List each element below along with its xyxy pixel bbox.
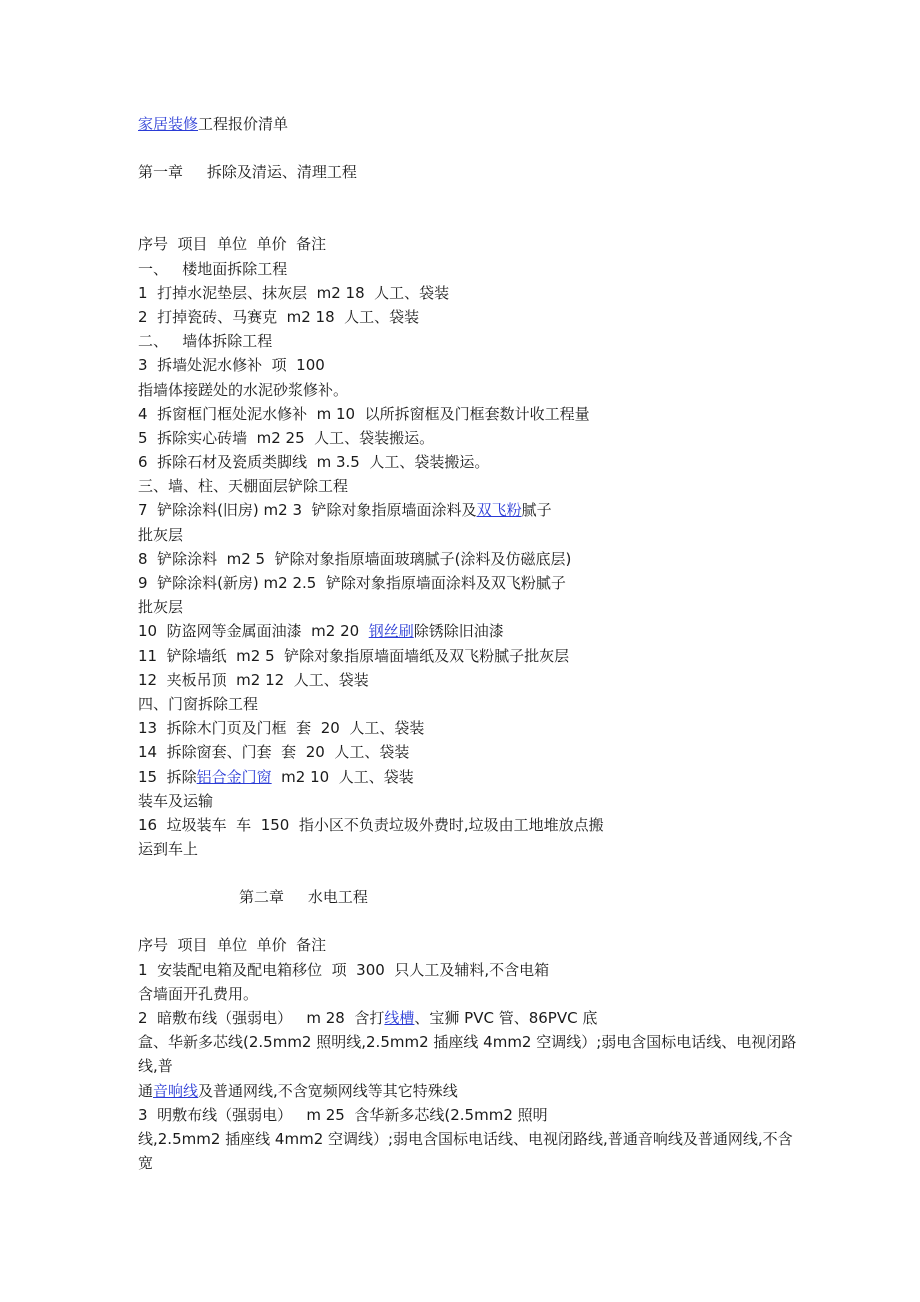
list-item: 9 铲除涂料(新房) m2 2.5 铲除对象指原墙面涂料及双飞粉腻子	[138, 574, 566, 592]
text: m2 10 人工、袋装	[271, 767, 414, 786]
list-item: 12 夹板吊顶 m2 12 人工、袋装	[138, 670, 369, 689]
list-item: 2 打掉瓷砖、马赛克 m2 18 人工、袋装	[138, 307, 420, 326]
audio-cable-link[interactable]: 音响线	[153, 1081, 199, 1100]
list-item: 三、墙、柱、天棚面层铲除工程	[138, 477, 349, 496]
chapter-2-heading: 第二章 水电工程	[239, 888, 368, 907]
text: 10 防盗网等金属面油漆 m2 20	[138, 622, 369, 641]
list-item: 运到车上	[138, 840, 199, 859]
list-item: 1 打掉水泥垫层、抹灰层 m2 18 人工、袋装	[138, 283, 450, 302]
list-item	[138, 619, 798, 643]
list-item: 批灰层	[138, 525, 184, 544]
text: 、宝狮 PVC 管、86PVC 底	[414, 1009, 598, 1027]
list-item: 一、 楼地面拆除工程	[138, 259, 288, 278]
table-header-2: 序号 项目 单位 单价 备注	[138, 936, 327, 955]
list-item: 装车及运输	[138, 791, 214, 810]
list-item: 线,2.5mm2 插座线 4mm2 空调线）;弱电含国标电话线、电视闭路线,普通音响线及普通网线,不含宽	[138, 1129, 793, 1173]
list-item: 6 拆除石材及瓷质类脚线 m 3.5 人工、袋装搬运。	[138, 453, 490, 472]
list-item: 11 铲除墙纸 m2 5 铲除对象指原墙面墙纸及双飞粉腻子批灰层	[138, 646, 570, 665]
list-item: 13 拆除木门页及门框 套 20 人工、袋装	[138, 719, 425, 738]
text: 及普通网线,不含宽频网线等其它特殊线	[198, 1081, 458, 1100]
list-item: 16 垃圾装车 车 150 指小区不负责垃圾外费时,垃圾由工地堆放点搬	[138, 815, 604, 834]
list-item: 4 拆窗框门框处泥水修补 m 10 以所拆窗框及门框套数计收工程量	[138, 404, 590, 423]
list-item: 14 拆除窗套、门套 套 20 人工、袋装	[138, 743, 410, 762]
shuangfeifen-link[interactable]: 双飞粉	[476, 501, 522, 520]
list-item: 四、门窗拆除工程	[138, 694, 259, 713]
list-item: 指墙体接蹉处的水泥砂浆修补。	[138, 380, 349, 399]
list-item: 3 明敷布线（强弱电） m 25 含华新多芯线(2.5mm2 照明	[138, 1105, 548, 1124]
chapter-1-heading: 第一章 拆除及清运、清理工程	[138, 163, 357, 182]
document-page	[138, 112, 798, 1175]
aluminum-window-link[interactable]: 铝合金门窗	[196, 767, 272, 786]
text: 15 拆除	[138, 767, 197, 786]
list-item: 二、 墙体拆除工程	[138, 332, 273, 351]
text: 腻子	[521, 501, 552, 520]
list-item: 8 铲除涂料 m2 5 铲除对象指原墙面玻璃腻子(涂料及仿磁底层)	[138, 549, 572, 568]
list-item: 5 拆除实心砖墙 m2 25 人工、袋装搬运。	[138, 428, 435, 447]
title-link[interactable]: 家居装修	[138, 115, 199, 133]
list-item	[138, 765, 798, 789]
document-title	[138, 112, 798, 136]
list-item	[138, 1006, 798, 1030]
list-item: 含墙面开孔费用。	[138, 984, 259, 1003]
text: 通	[138, 1081, 154, 1100]
table-header-1: 序号 项目 单位 单价 备注	[138, 235, 327, 254]
list-item: 3 拆墙处泥水修补 项 100	[138, 356, 325, 375]
wire-slot-link[interactable]: 线槽	[384, 1009, 415, 1027]
wire-brush-link[interactable]: 钢丝刷	[368, 622, 414, 641]
title-text: 工程报价清单	[198, 115, 289, 133]
list-item	[138, 498, 798, 522]
list-item: 1 安装配电箱及配电箱移位 项 300 只人工及辅料,不含电箱	[138, 960, 550, 979]
text: 7 铲除涂料(旧房) m2 3 铲除对象指原墙面涂料及	[138, 501, 477, 520]
list-item: 批灰层	[138, 598, 184, 617]
text: 除锈除旧油漆	[413, 622, 504, 641]
list-item	[138, 1079, 798, 1103]
text: 2 暗敷布线（强弱电） m 28 含打	[138, 1009, 385, 1027]
list-item: 盒、华新多芯线(2.5mm2 照明线,2.5mm2 插座线 4mm2 空调线）;弱电含国标电话线、电视闭路线,普	[138, 1033, 797, 1076]
